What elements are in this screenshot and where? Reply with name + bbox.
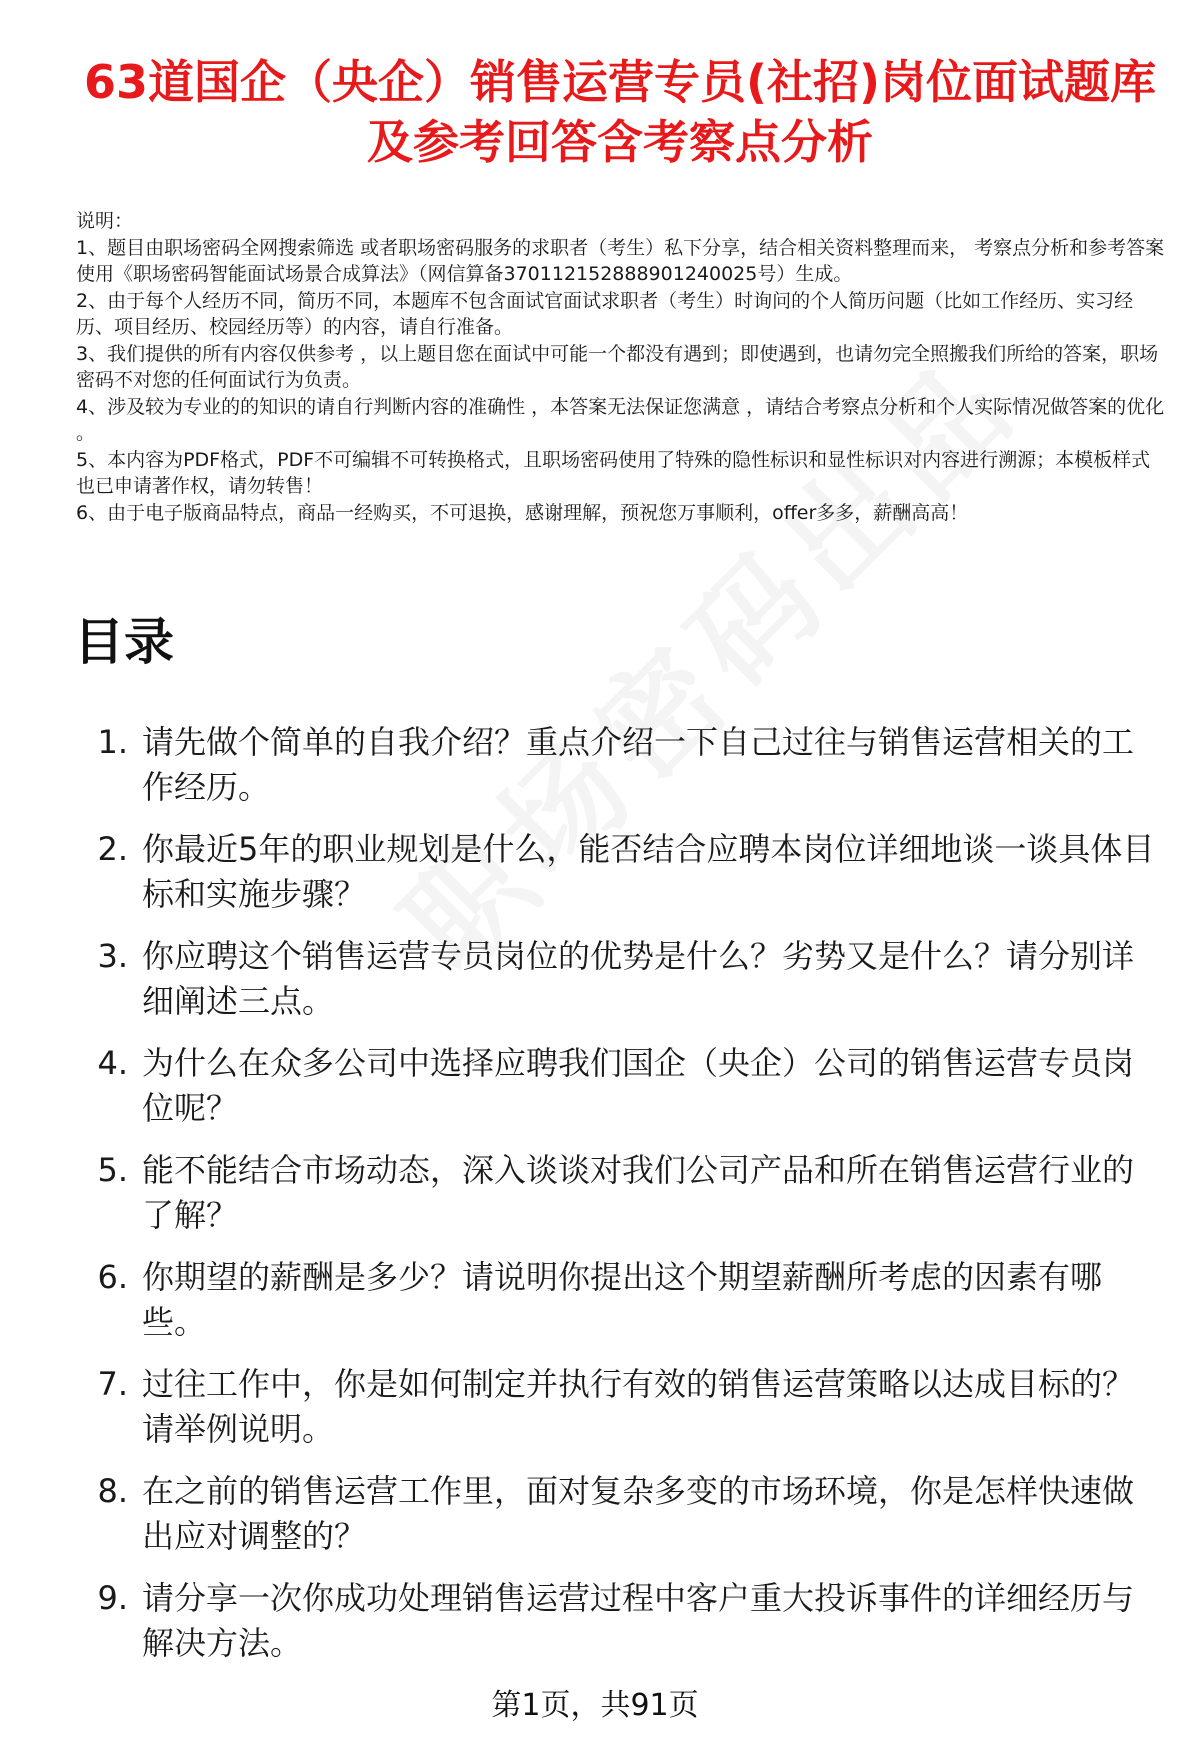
toc-item[interactable] (70, 827, 1170, 917)
toc-item[interactable] (70, 720, 1170, 810)
toc-item-text: 能不能结合市场动态，深入谈谈对我们公司产品和所在销售运营行业的了解？ (142, 1151, 1135, 1234)
notes-heading: 说明： (76, 210, 134, 232)
toc-item-text: 你期望的薪酬是多少？请说明你提出这个期望薪酬所考虑的因素有哪些。 (142, 1258, 1103, 1341)
note-item: 5、本内容为PDF格式，PDF不可编辑不可转换格式，且职场密码使用了特殊的隐性标识和显性标识对内容进行溯源；本模板样式也已申请著作权，请勿转售！ (76, 448, 1151, 497)
note-item: 3、我们提供的所有内容仅供参考 ，以上题目您在面试中可能一个都没有遇到；即使遇到，也请勿完全照搬我们所给的答案，职场密码不对您的任何面试行为负责。 (76, 342, 1159, 391)
note-item: 4、涉及较为专业的的知识的请自行判断内容的准确性 ，本答案无法保证您满意 ，请结合考察点分析和个人实际情况做答案的优化 。 (76, 395, 1165, 444)
page-title: 63道国企（央企）销售运营专员(社招)岗位面试题库及参考回答含考察点分析 (83, 55, 1157, 169)
toc-item[interactable] (70, 1148, 1170, 1238)
toc-list (70, 720, 1170, 1683)
page-number: 第1页，共91页 (491, 1688, 699, 1723)
toc-item-text: 过往工作中，你是如何制定并执行有效的销售运营策略以达成目标的？请举例说明。 (142, 1365, 1135, 1448)
toc-item-number: 8. (97, 1472, 128, 1510)
note-item: 1、题目由职场密码全网搜索筛选 或者职场密码服务的求职者（考生）私下分享，结合相关资料整理而来， 考察点分析和参考答案使用《职场密码智能面试场景合成算法》（网信算备370112152888901240025号）生成。 (76, 236, 1165, 285)
toc-item-number: 3. (97, 937, 128, 975)
toc-item-text: 你应聘这个销售运营专员岗位的优势是什么？劣势又是什么？请分别详细阐述三点。 (142, 937, 1135, 1020)
toc-item-number: 9. (97, 1579, 128, 1617)
toc-item[interactable] (70, 1362, 1170, 1452)
toc-item-number: 5. (97, 1151, 128, 1189)
toc-item-text: 请先做个简单的自我介绍？重点介绍一下自己过往与销售运营相关的工作经历。 (142, 723, 1135, 806)
toc-item[interactable] (70, 1041, 1170, 1131)
toc-heading: 目录 (74, 613, 174, 671)
notes-section (76, 208, 1166, 526)
toc-item[interactable] (70, 1469, 1170, 1559)
toc-item-text: 为什么在众多公司中选择应聘我们国企（央企）公司的销售运营专员岗位呢？ (142, 1044, 1135, 1127)
toc-item-number: 2. (97, 830, 128, 868)
note-item: 6、由于电子版商品特点，商品一经购买，不可退换，感谢理解，预祝您万事顺利，offer多多，薪酬高高！ (76, 501, 969, 524)
toc-item-number: 7. (97, 1365, 128, 1403)
toc-item-number: 1. (97, 723, 128, 761)
toc-item[interactable] (70, 934, 1170, 1024)
toc-item-text: 请分享一次你成功处理销售运营过程中客户重大投诉事件的详细经历与解决方法。 (142, 1579, 1135, 1662)
toc-item-text: 你最近5年的职业规划是什么，能否结合应聘本岗位详细地谈一谈具体目标和实施步骤？ (142, 830, 1155, 913)
note-item: 2、由于每个人经历不同，简历不同，本题库不包含面试官面试求职者（考生）时询问的个人简历问题（比如工作经历、实习经历、项目经历、校园经历等）的内容，请自行准备。 (76, 289, 1134, 338)
toc-item[interactable] (70, 1255, 1170, 1345)
toc-item-number: 6. (97, 1258, 128, 1296)
toc-item-text: 在之前的销售运营工作里，面对复杂多变的市场环境，你是怎样快速做出应对调整的？ (142, 1472, 1135, 1555)
toc-item-number: 4. (97, 1044, 128, 1082)
toc-item[interactable] (70, 1576, 1170, 1666)
